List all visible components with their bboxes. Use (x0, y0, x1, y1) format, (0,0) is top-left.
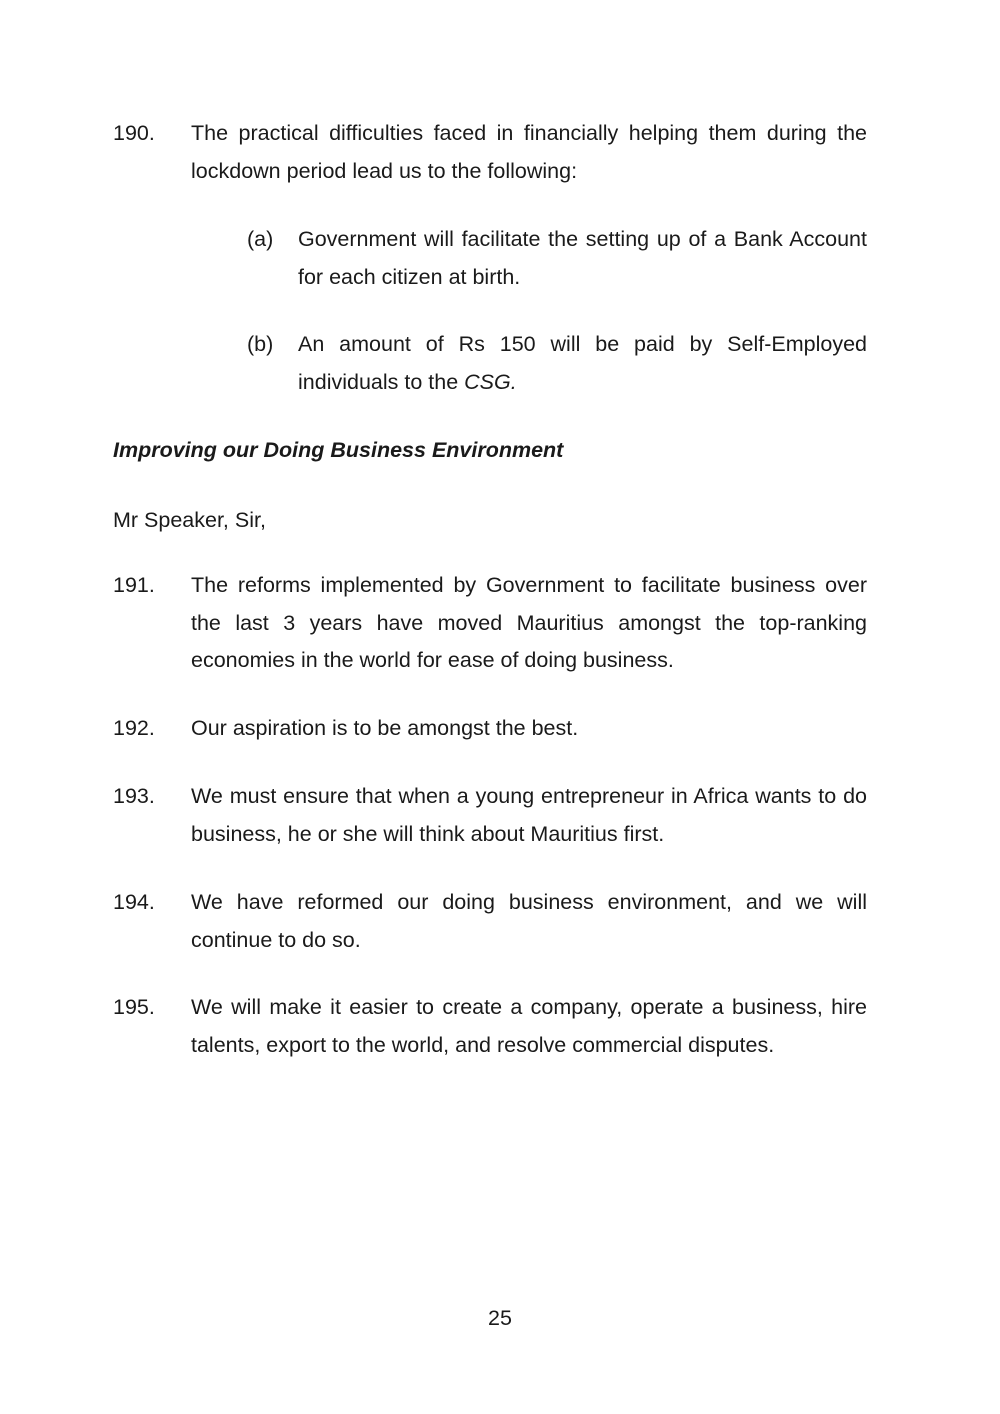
paragraph-number: 192. (113, 716, 155, 740)
paragraph-text: The reforms implemented by Government to facilitate business over the last 3 years have moved Mauritius amongst the top-ranking economies in the world for ease of doing business. (191, 573, 867, 672)
csg-acronym: CSG. (464, 369, 517, 394)
sub-paragraph-label: (a) (247, 227, 274, 251)
page-number: 25 (488, 1306, 512, 1330)
paragraph-191 (113, 567, 867, 680)
paragraph-195 (113, 989, 867, 1064)
section-heading: Improving our Doing Business Environment (113, 438, 564, 462)
paragraph-number: 195. (113, 995, 155, 1019)
sub-paragraph-a (247, 221, 867, 296)
sub-paragraph-text-plain: An amount of Rs 150 will be paid by Self-Employed individuals to the (298, 332, 867, 394)
paragraph-text: We will make it easier to create a company, operate a business, hire talents, export to the world, and resolve commercial disputes. (191, 995, 867, 1057)
paragraph-number: 190. (113, 121, 155, 145)
sub-paragraph-b (247, 326, 867, 401)
paragraph-text: The practical difficulties faced in financially helping them during the lockdown period lead us to the following: (191, 121, 867, 183)
paragraph-194 (113, 884, 867, 959)
paragraph-192 (113, 710, 867, 748)
paragraph-text: Our aspiration is to be amongst the best. (191, 716, 579, 740)
sub-paragraph-label: (b) (247, 332, 274, 356)
paragraph-number: 194. (113, 890, 155, 914)
salutation: Mr Speaker, Sir, (113, 508, 266, 532)
paragraph-190 (113, 115, 867, 190)
paragraph-193 (113, 778, 867, 853)
sub-paragraph-text (298, 326, 867, 401)
paragraph-text: We have reformed our doing business environment, and we will continue to do so. (191, 890, 867, 952)
sub-paragraph-text: Government will facilitate the setting up of a Bank Account for each citizen at birth. (298, 227, 867, 289)
paragraph-number: 191. (113, 573, 155, 597)
paragraph-number: 193. (113, 784, 155, 808)
paragraph-text: We must ensure that when a young entrepreneur in Africa wants to do business, he or she will think about Mauritius first. (191, 784, 867, 846)
